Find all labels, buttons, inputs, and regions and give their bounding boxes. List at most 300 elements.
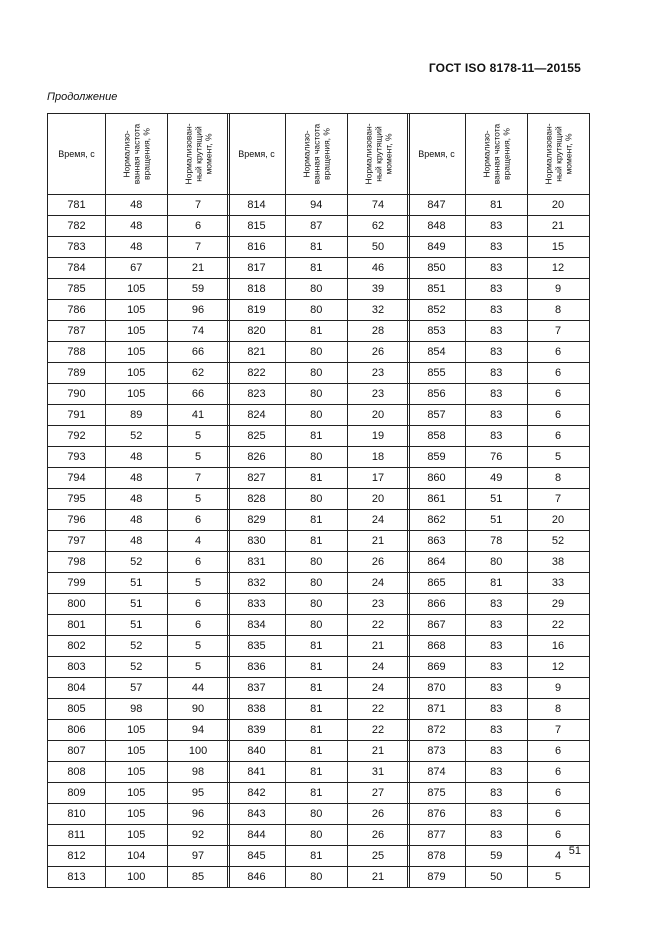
time-cell: 798 xyxy=(48,552,106,573)
time-cell: 876 xyxy=(408,804,466,825)
speed-cell: 81 xyxy=(466,573,528,594)
torque-cell: 19 xyxy=(347,426,409,447)
data-table-block-1 xyxy=(47,113,230,888)
speed-cell: 80 xyxy=(286,825,348,846)
speed-cell: 81 xyxy=(286,237,348,258)
speed-cell: 48 xyxy=(106,510,168,531)
speed-cell: 81 xyxy=(286,531,348,552)
header-line: момент, % xyxy=(383,133,394,175)
table-row xyxy=(228,552,410,573)
speed-cell: 83 xyxy=(466,678,528,699)
table-row xyxy=(408,426,590,447)
time-cell: 818 xyxy=(228,279,286,300)
torque-cell: 26 xyxy=(347,552,409,573)
time-cell: 831 xyxy=(228,552,286,573)
time-cell: 839 xyxy=(228,720,286,741)
table-row xyxy=(408,531,590,552)
header-line: вращения, % xyxy=(321,128,332,180)
table-row xyxy=(408,279,590,300)
torque-cell: 21 xyxy=(167,258,229,279)
table-row xyxy=(408,195,590,216)
table-row xyxy=(48,426,230,447)
table-row xyxy=(408,321,590,342)
table-row xyxy=(408,258,590,279)
torque-cell: 26 xyxy=(347,342,409,363)
header-line: Нормализо- xyxy=(121,130,132,178)
time-cell: 796 xyxy=(48,510,106,531)
time-cell: 791 xyxy=(48,405,106,426)
time-cell: 804 xyxy=(48,678,106,699)
table-row xyxy=(408,615,590,636)
torque-cell: 66 xyxy=(167,342,229,363)
torque-cell: 6 xyxy=(527,363,589,384)
torque-cell: 6 xyxy=(167,594,229,615)
time-cell: 833 xyxy=(228,594,286,615)
table-row xyxy=(228,867,410,888)
time-cell: 847 xyxy=(408,195,466,216)
header-line: Нормализован- xyxy=(363,123,374,185)
column-header-torque xyxy=(347,114,409,195)
speed-cell: 83 xyxy=(466,762,528,783)
speed-cell: 105 xyxy=(106,825,168,846)
speed-cell: 48 xyxy=(106,468,168,489)
time-cell: 851 xyxy=(408,279,466,300)
time-cell: 837 xyxy=(228,678,286,699)
speed-cell: 48 xyxy=(106,216,168,237)
time-cell: 849 xyxy=(408,237,466,258)
torque-cell: 16 xyxy=(527,636,589,657)
table-row xyxy=(48,699,230,720)
torque-cell: 23 xyxy=(347,363,409,384)
table-row xyxy=(48,846,230,867)
speed-cell: 80 xyxy=(286,447,348,468)
torque-cell: 29 xyxy=(527,594,589,615)
speed-cell: 105 xyxy=(106,300,168,321)
time-cell: 874 xyxy=(408,762,466,783)
table-row xyxy=(408,510,590,531)
torque-cell: 94 xyxy=(167,720,229,741)
torque-cell: 22 xyxy=(527,615,589,636)
speed-cell: 51 xyxy=(106,573,168,594)
speed-cell: 94 xyxy=(286,195,348,216)
table-row xyxy=(228,363,410,384)
speed-cell: 52 xyxy=(106,657,168,678)
speed-cell: 83 xyxy=(466,342,528,363)
time-cell: 825 xyxy=(228,426,286,447)
table-row xyxy=(408,237,590,258)
time-cell: 794 xyxy=(48,468,106,489)
time-cell: 844 xyxy=(228,825,286,846)
table-row xyxy=(408,825,590,846)
speed-cell: 83 xyxy=(466,699,528,720)
table-row xyxy=(228,573,410,594)
table-row xyxy=(228,846,410,867)
torque-cell: 6 xyxy=(527,384,589,405)
time-cell: 802 xyxy=(48,636,106,657)
time-cell: 879 xyxy=(408,867,466,888)
time-cell: 788 xyxy=(48,342,106,363)
time-cell: 829 xyxy=(228,510,286,531)
column-header-torque xyxy=(167,114,229,195)
torque-cell: 15 xyxy=(527,237,589,258)
torque-cell: 85 xyxy=(167,867,229,888)
torque-cell: 39 xyxy=(347,279,409,300)
torque-cell: 97 xyxy=(167,846,229,867)
torque-cell: 24 xyxy=(347,657,409,678)
speed-cell: 80 xyxy=(286,279,348,300)
table-row xyxy=(48,363,230,384)
time-cell: 864 xyxy=(408,552,466,573)
speed-cell: 83 xyxy=(466,720,528,741)
speed-cell: 48 xyxy=(106,237,168,258)
time-cell: 845 xyxy=(228,846,286,867)
time-cell: 841 xyxy=(228,762,286,783)
speed-cell: 83 xyxy=(466,636,528,657)
header-line: Нормализован- xyxy=(183,123,194,185)
speed-cell: 57 xyxy=(106,678,168,699)
speed-cell: 81 xyxy=(286,846,348,867)
time-cell: 867 xyxy=(408,615,466,636)
table-row xyxy=(48,678,230,699)
torque-cell: 22 xyxy=(347,615,409,636)
time-cell: 848 xyxy=(408,216,466,237)
torque-cell: 66 xyxy=(167,384,229,405)
torque-cell: 9 xyxy=(527,678,589,699)
table-row xyxy=(228,762,410,783)
table-row xyxy=(228,531,410,552)
torque-cell: 5 xyxy=(527,867,589,888)
data-table-block-3 xyxy=(407,113,590,888)
torque-cell: 5 xyxy=(167,657,229,678)
table-row xyxy=(48,510,230,531)
torque-cell: 59 xyxy=(167,279,229,300)
time-cell: 793 xyxy=(48,447,106,468)
time-cell: 878 xyxy=(408,846,466,867)
table-row xyxy=(228,510,410,531)
speed-cell: 81 xyxy=(286,510,348,531)
table-row xyxy=(48,762,230,783)
time-cell: 850 xyxy=(408,258,466,279)
speed-cell: 80 xyxy=(286,405,348,426)
time-cell: 784 xyxy=(48,258,106,279)
table-row xyxy=(48,741,230,762)
table-row xyxy=(408,384,590,405)
time-cell: 838 xyxy=(228,699,286,720)
torque-cell: 6 xyxy=(167,510,229,531)
time-cell: 785 xyxy=(48,279,106,300)
table-row xyxy=(408,468,590,489)
table-row xyxy=(228,300,410,321)
column-header-time: Время, с xyxy=(228,114,286,195)
torque-cell: 8 xyxy=(527,468,589,489)
speed-cell: 83 xyxy=(466,216,528,237)
time-cell: 811 xyxy=(48,825,106,846)
table-row xyxy=(228,636,410,657)
torque-cell: 62 xyxy=(347,216,409,237)
table-row xyxy=(48,468,230,489)
torque-cell: 41 xyxy=(167,405,229,426)
speed-cell: 83 xyxy=(466,741,528,762)
torque-cell: 21 xyxy=(527,216,589,237)
table-row xyxy=(408,636,590,657)
time-cell: 843 xyxy=(228,804,286,825)
time-cell: 855 xyxy=(408,363,466,384)
torque-cell: 24 xyxy=(347,678,409,699)
torque-cell: 52 xyxy=(527,531,589,552)
header-line: Нормализо- xyxy=(481,130,492,178)
torque-cell: 12 xyxy=(527,258,589,279)
header-line: Нормализо- xyxy=(301,130,312,178)
table-row xyxy=(408,804,590,825)
speed-cell: 105 xyxy=(106,783,168,804)
speed-cell: 83 xyxy=(466,384,528,405)
torque-cell: 7 xyxy=(167,468,229,489)
table-row xyxy=(408,846,590,867)
header-line: ванная частота xyxy=(311,123,322,185)
time-cell: 826 xyxy=(228,447,286,468)
speed-cell: 105 xyxy=(106,762,168,783)
table-row xyxy=(408,867,590,888)
time-cell: 786 xyxy=(48,300,106,321)
time-cell: 862 xyxy=(408,510,466,531)
torque-cell: 96 xyxy=(167,804,229,825)
table-row xyxy=(228,699,410,720)
torque-cell: 5 xyxy=(167,447,229,468)
table-row xyxy=(228,321,410,342)
torque-cell: 20 xyxy=(347,489,409,510)
table-row xyxy=(48,489,230,510)
torque-cell: 5 xyxy=(167,573,229,594)
torque-cell: 20 xyxy=(527,195,589,216)
table-row xyxy=(228,825,410,846)
time-cell: 860 xyxy=(408,468,466,489)
speed-cell: 100 xyxy=(106,867,168,888)
column-header-speed xyxy=(286,114,348,195)
time-cell: 801 xyxy=(48,615,106,636)
time-cell: 789 xyxy=(48,363,106,384)
torque-cell: 8 xyxy=(527,300,589,321)
time-cell: 852 xyxy=(408,300,466,321)
torque-cell: 96 xyxy=(167,300,229,321)
header-line: момент, % xyxy=(563,133,574,175)
torque-cell: 6 xyxy=(167,615,229,636)
time-cell: 842 xyxy=(228,783,286,804)
torque-cell: 6 xyxy=(527,762,589,783)
speed-cell: 49 xyxy=(466,468,528,489)
speed-cell: 81 xyxy=(286,258,348,279)
speed-cell: 81 xyxy=(286,783,348,804)
torque-cell: 24 xyxy=(347,573,409,594)
torque-cell: 100 xyxy=(167,741,229,762)
time-cell: 873 xyxy=(408,741,466,762)
torque-cell: 18 xyxy=(347,447,409,468)
table-row xyxy=(408,657,590,678)
time-cell: 783 xyxy=(48,237,106,258)
table-row xyxy=(228,657,410,678)
time-cell: 813 xyxy=(48,867,106,888)
torque-cell: 21 xyxy=(347,867,409,888)
time-cell: 861 xyxy=(408,489,466,510)
speed-cell: 48 xyxy=(106,447,168,468)
table-row xyxy=(48,405,230,426)
time-cell: 824 xyxy=(228,405,286,426)
torque-cell: 8 xyxy=(527,699,589,720)
time-cell: 790 xyxy=(48,384,106,405)
speed-cell: 83 xyxy=(466,426,528,447)
time-cell: 868 xyxy=(408,636,466,657)
table-row xyxy=(48,636,230,657)
table-row xyxy=(48,531,230,552)
speed-cell: 81 xyxy=(286,699,348,720)
time-cell: 856 xyxy=(408,384,466,405)
table-row xyxy=(408,300,590,321)
table-row xyxy=(408,342,590,363)
torque-cell: 26 xyxy=(347,804,409,825)
time-cell: 792 xyxy=(48,426,106,447)
speed-cell: 105 xyxy=(106,384,168,405)
speed-cell: 80 xyxy=(286,300,348,321)
torque-cell: 21 xyxy=(347,636,409,657)
table-row xyxy=(48,657,230,678)
torque-cell: 20 xyxy=(527,510,589,531)
speed-cell: 81 xyxy=(286,468,348,489)
torque-cell: 12 xyxy=(527,657,589,678)
table-row xyxy=(48,720,230,741)
time-cell: 870 xyxy=(408,678,466,699)
table-row xyxy=(48,594,230,615)
torque-cell: 7 xyxy=(167,237,229,258)
table-row xyxy=(228,258,410,279)
speed-cell: 105 xyxy=(106,342,168,363)
time-cell: 823 xyxy=(228,384,286,405)
speed-cell: 105 xyxy=(106,720,168,741)
table-row xyxy=(48,615,230,636)
speed-cell: 52 xyxy=(106,636,168,657)
speed-cell: 81 xyxy=(286,426,348,447)
table-row xyxy=(48,867,230,888)
speed-cell: 83 xyxy=(466,657,528,678)
time-cell: 865 xyxy=(408,573,466,594)
speed-cell: 83 xyxy=(466,615,528,636)
torque-cell: 5 xyxy=(167,489,229,510)
header-line: Нормализован- xyxy=(543,123,554,185)
table-row xyxy=(228,405,410,426)
torque-cell: 17 xyxy=(347,468,409,489)
table-row xyxy=(228,447,410,468)
speed-cell: 52 xyxy=(106,552,168,573)
speed-cell: 83 xyxy=(466,258,528,279)
torque-cell: 7 xyxy=(527,489,589,510)
torque-cell: 33 xyxy=(527,573,589,594)
time-cell: 815 xyxy=(228,216,286,237)
table-row xyxy=(48,237,230,258)
torque-cell: 95 xyxy=(167,783,229,804)
speed-cell: 105 xyxy=(106,804,168,825)
torque-cell: 23 xyxy=(347,594,409,615)
table-row xyxy=(228,279,410,300)
speed-cell: 105 xyxy=(106,321,168,342)
header-line: ванная частота xyxy=(131,123,142,185)
table-row xyxy=(48,279,230,300)
table-row xyxy=(228,195,410,216)
speed-cell: 105 xyxy=(106,279,168,300)
column-header-torque xyxy=(527,114,589,195)
speed-cell: 48 xyxy=(106,531,168,552)
speed-cell: 81 xyxy=(466,195,528,216)
torque-cell: 9 xyxy=(527,279,589,300)
time-cell: 782 xyxy=(48,216,106,237)
torque-cell: 5 xyxy=(527,447,589,468)
table-row xyxy=(408,783,590,804)
table-row xyxy=(408,678,590,699)
column-header-speed xyxy=(106,114,168,195)
time-cell: 817 xyxy=(228,258,286,279)
table-row xyxy=(228,741,410,762)
speed-cell: 48 xyxy=(106,489,168,510)
speed-cell: 89 xyxy=(106,405,168,426)
table-row xyxy=(408,573,590,594)
speed-cell: 52 xyxy=(106,426,168,447)
torque-cell: 25 xyxy=(347,846,409,867)
torque-cell: 21 xyxy=(347,531,409,552)
speed-cell: 83 xyxy=(466,594,528,615)
speed-cell: 80 xyxy=(286,342,348,363)
time-cell: 827 xyxy=(228,468,286,489)
table-row xyxy=(48,258,230,279)
speed-cell: 59 xyxy=(466,846,528,867)
speed-cell: 83 xyxy=(466,300,528,321)
time-cell: 795 xyxy=(48,489,106,510)
speed-cell: 81 xyxy=(286,762,348,783)
time-cell: 857 xyxy=(408,405,466,426)
table-row xyxy=(408,363,590,384)
time-cell: 854 xyxy=(408,342,466,363)
torque-cell: 23 xyxy=(347,384,409,405)
speed-cell: 81 xyxy=(286,741,348,762)
speed-cell: 80 xyxy=(286,594,348,615)
header-line: ный крутящий xyxy=(193,126,204,182)
header-line: ный крутящий xyxy=(553,126,564,182)
speed-cell: 105 xyxy=(106,741,168,762)
table-row xyxy=(408,720,590,741)
speed-cell: 81 xyxy=(286,321,348,342)
speed-cell: 80 xyxy=(286,363,348,384)
time-cell: 810 xyxy=(48,804,106,825)
torque-cell: 31 xyxy=(347,762,409,783)
time-cell: 819 xyxy=(228,300,286,321)
torque-cell: 50 xyxy=(347,237,409,258)
speed-cell: 80 xyxy=(286,573,348,594)
speed-cell: 104 xyxy=(106,846,168,867)
speed-cell: 51 xyxy=(106,615,168,636)
table-row xyxy=(228,342,410,363)
table-row xyxy=(48,825,230,846)
table-row xyxy=(48,216,230,237)
torque-cell: 6 xyxy=(527,825,589,846)
table-row xyxy=(228,678,410,699)
speed-cell: 67 xyxy=(106,258,168,279)
speed-cell: 83 xyxy=(466,321,528,342)
table-row xyxy=(228,216,410,237)
table-row xyxy=(48,342,230,363)
table-row xyxy=(228,489,410,510)
table-row xyxy=(48,300,230,321)
torque-cell: 7 xyxy=(167,195,229,216)
table-row xyxy=(228,594,410,615)
time-cell: 828 xyxy=(228,489,286,510)
table-row xyxy=(408,447,590,468)
speed-cell: 80 xyxy=(286,489,348,510)
